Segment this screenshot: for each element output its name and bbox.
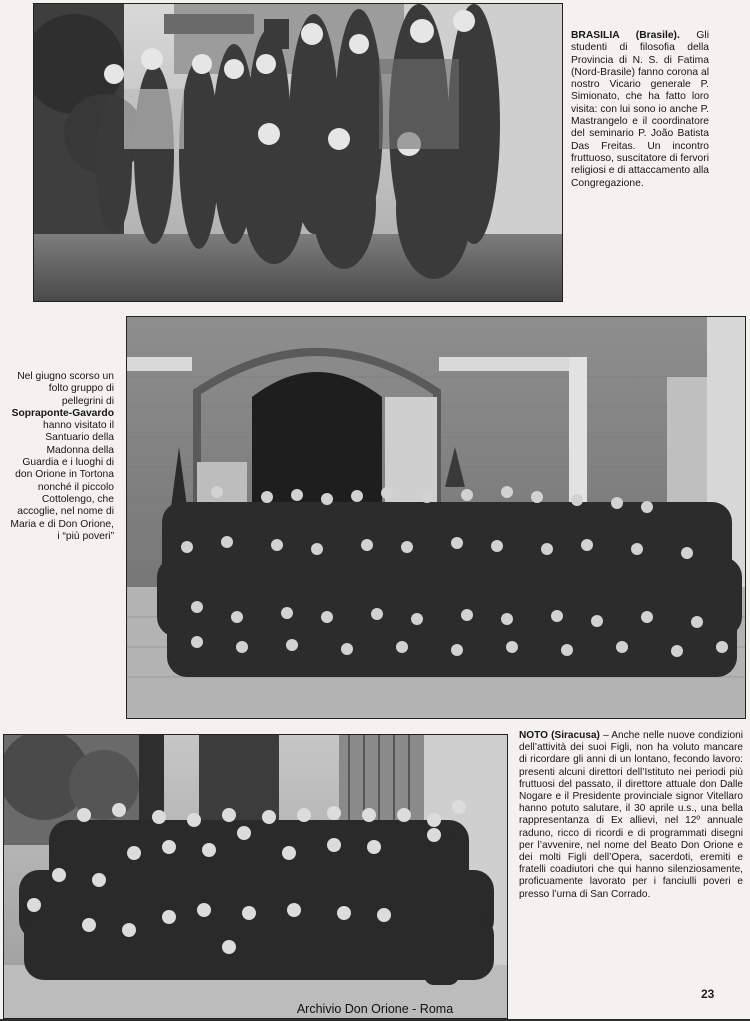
caption-noto-heading: NOTO (Siracusa) xyxy=(519,730,600,741)
caption-noto xyxy=(519,730,743,901)
caption-brasilia xyxy=(571,30,709,190)
page-number: 23 xyxy=(701,987,715,1001)
photo-sopraponte-pilgrims xyxy=(126,316,746,719)
caption-sopraponte-text-before: Nel giugno scorso un folto gruppo di pellegrini di xyxy=(17,371,114,407)
caption-sopraponte-text-after: hanno visitato il Santuario della Madonna della Guardia e i luoghi di don Orione in Tortona nonché il piccolo Cottolengo, che accoglie, nel nome di Maria e di Don Orione, i “più poveri” xyxy=(10,420,114,542)
caption-noto-text: – Anche nelle nuove condizioni dell’attività dei suoi Figli, non ha voluto mancare di ricordare gli anni di un lontano, fecondo lavoro: presenti alcuni direttori dell’Istituto nei periodi più fruttuosi del passato, il direttore attuale don Dalle Nogare e il Presidente provinciale signor Vitellaro hanno potuto salutare, il 30 aprile u.s., una bella rappresentanza di Ex allievi, nel 12º annuale raduno, ricco di ricordi e di programmati disegni per l’avvenire, nel nome del Beato Don Orione e dei molti Figli dell’Opera, sacerdoti, eremiti e fratelli coadiutori che qui hanno silenziosamente, proficuamente lavorato per i fanciulli poveri e presso l’urna di San Corrado. xyxy=(519,730,743,900)
photo-brasilia-students xyxy=(33,3,563,302)
caption-sopraponte xyxy=(10,371,114,543)
photo-noto-alumni xyxy=(3,734,508,1019)
caption-brasilia-text: Gli studenti di filosofia della Provincia di N. S. di Fatima (Nord-Brasile) fanno corona al nostro Vicario generale P. Simionato, che ha fatto loro visita: con lui sono io anche P. Mastrangelo e il coordinatore del seminario P. João Batista Das Freitas. Un incontro fruttuoso, suscitatore di fervori religiosi e di attaccamento alla Congregazione. xyxy=(571,30,709,189)
archive-label: Archivio Don Orione - Roma xyxy=(296,1002,454,1016)
caption-brasilia-heading: BRASILIA (Brasile). xyxy=(571,30,680,41)
caption-sopraponte-place: Sopraponte-Gavardo xyxy=(11,407,114,419)
